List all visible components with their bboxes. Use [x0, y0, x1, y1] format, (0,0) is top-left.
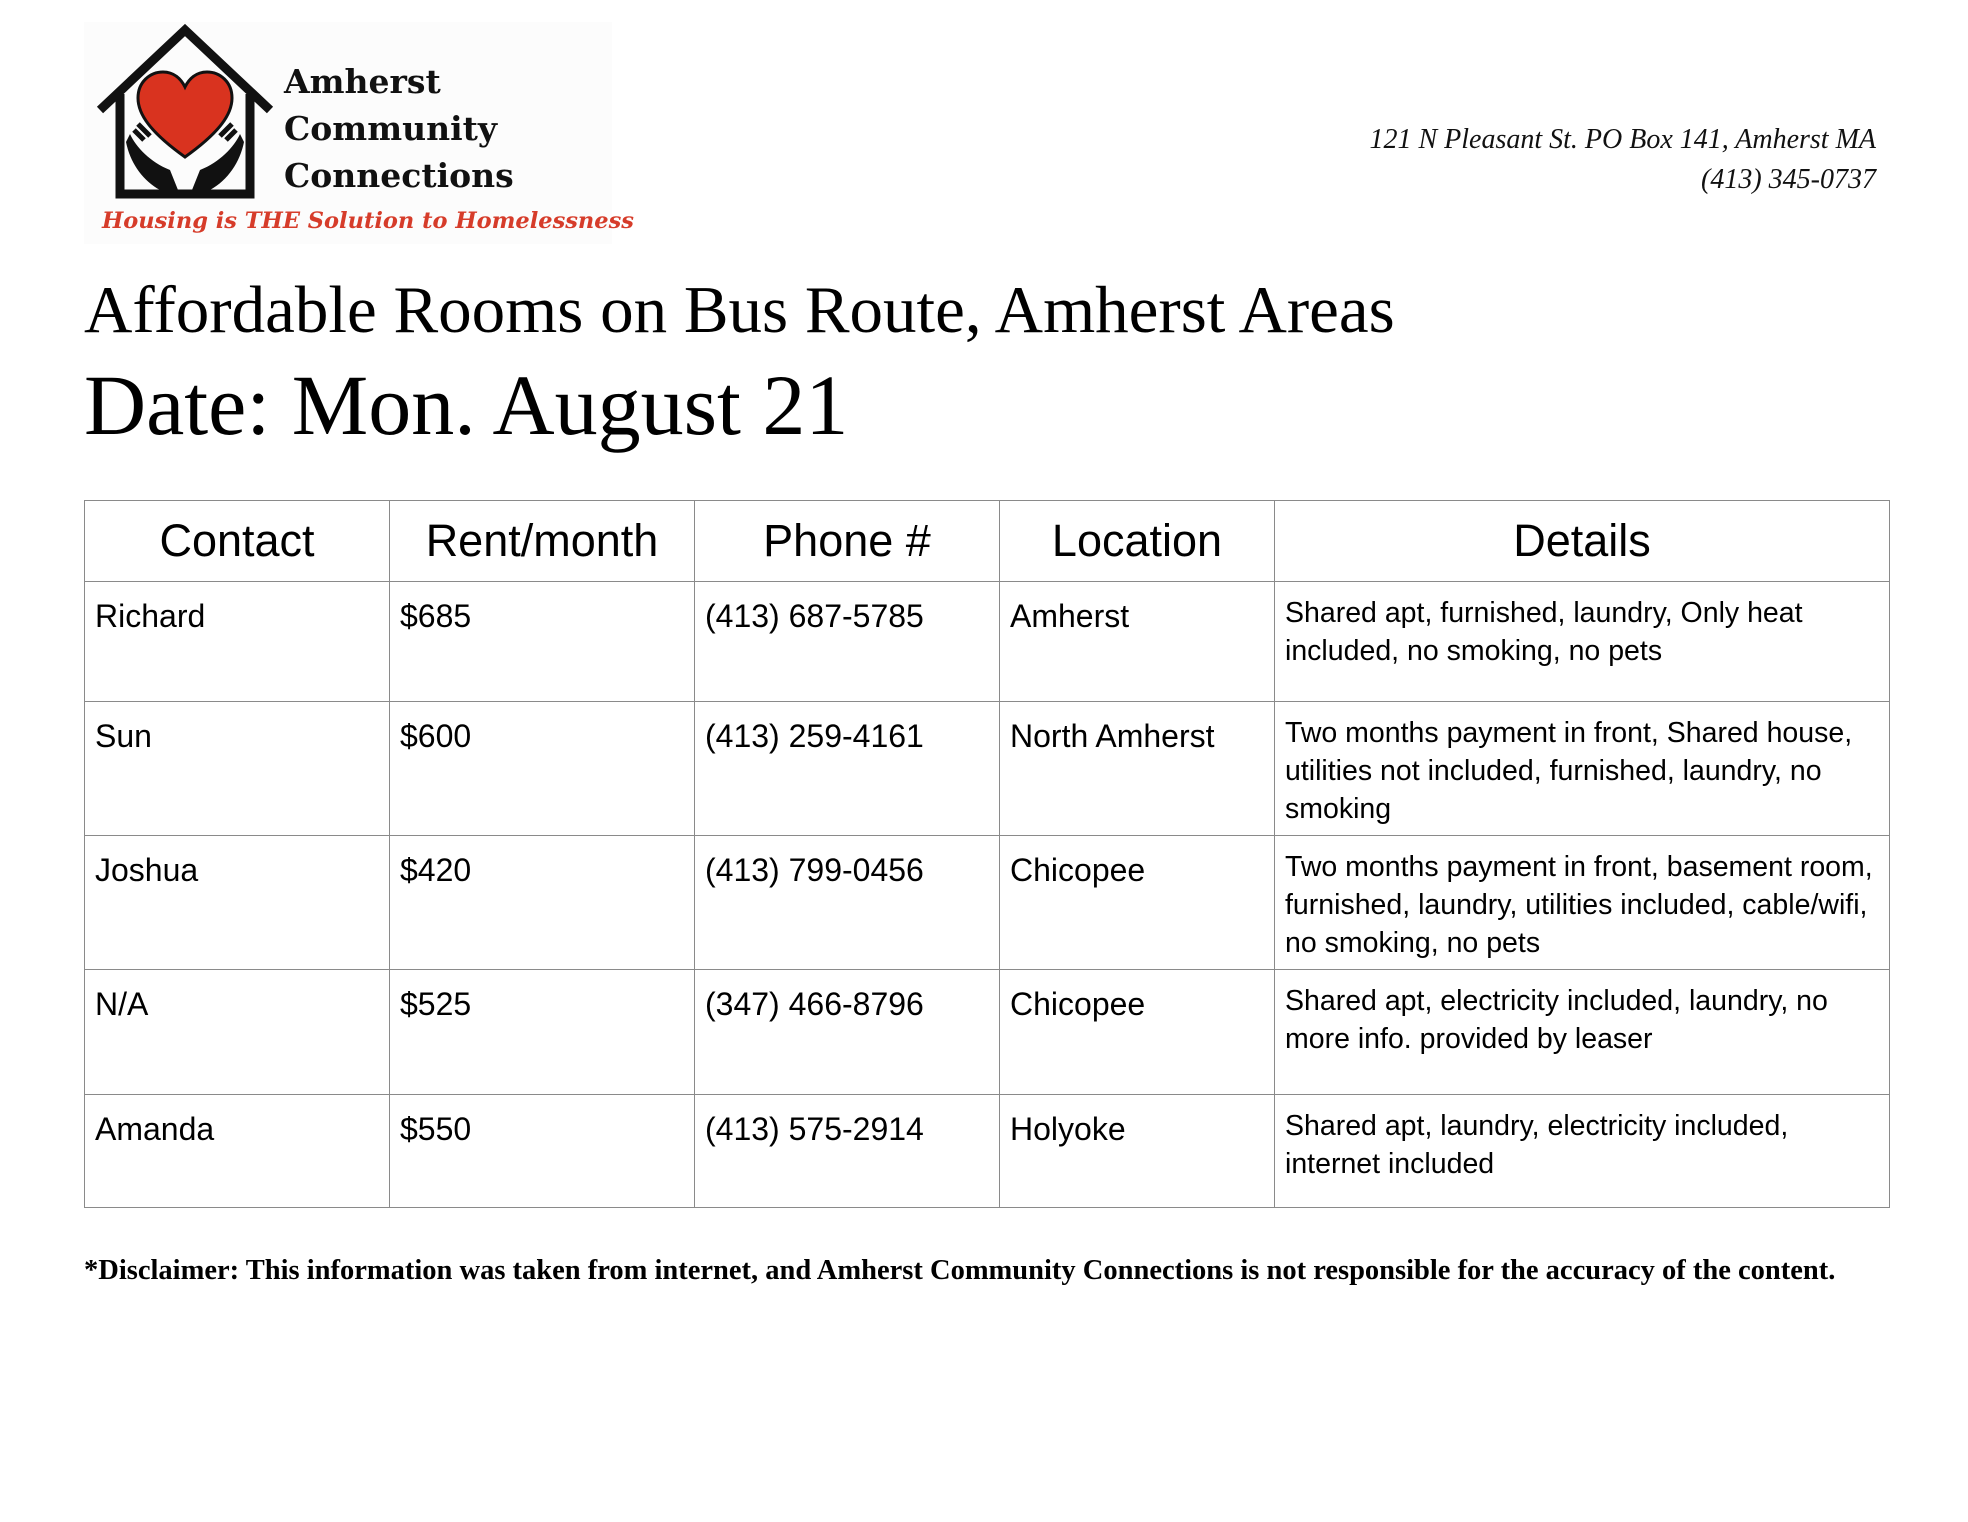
cell-rent: $550 — [390, 1095, 695, 1208]
org-phone: (413) 345-0737 — [1701, 164, 1876, 195]
org-logo — [84, 22, 634, 244]
cell-details: Shared apt, electricity included, laundry, no more info. provided by leaser — [1275, 970, 1890, 1095]
table-row — [85, 1095, 1890, 1208]
cell-details: Two months payment in front, Shared house, utilities not included, furnished, laundry, no smoking — [1275, 702, 1890, 836]
page-date: Date: Mon. August 21 — [84, 357, 849, 453]
cell-contact: N/A — [85, 970, 390, 1095]
cell-location: North Amherst — [1000, 702, 1275, 836]
table-header-row — [85, 501, 1890, 582]
page-title: Affordable Rooms on Bus Route, Amherst Areas — [84, 273, 1395, 347]
disclaimer: *Disclaimer: This information was taken from internet, and Amherst Community Connections is not responsible for the accuracy of the content. — [84, 1255, 1836, 1286]
cell-contact: Richard — [85, 582, 390, 702]
cell-phone: (413) 799-0456 — [695, 836, 1000, 970]
cell-contact: Amanda — [85, 1095, 390, 1208]
cell-phone: (413) 575-2914 — [695, 1095, 1000, 1208]
org-name-line: Connections — [284, 156, 514, 195]
cell-rent: $420 — [390, 836, 695, 970]
org-name-line: Community — [284, 109, 498, 148]
cell-phone: (347) 466-8796 — [695, 970, 1000, 1095]
table-row — [85, 582, 1890, 702]
cell-details: Shared apt, furnished, laundry, Only heat included, no smoking, no pets — [1275, 582, 1890, 702]
cell-details: Shared apt, laundry, electricity included, internet included — [1275, 1095, 1890, 1208]
org-address: 121 N Pleasant St. PO Box 141, Amherst MA — [1369, 124, 1876, 155]
cell-rent: $600 — [390, 702, 695, 836]
house-heart-hands-icon — [90, 22, 280, 202]
org-name-line: Amherst — [284, 62, 441, 101]
cell-contact: Joshua — [85, 836, 390, 970]
org-name — [284, 58, 514, 199]
column-header-rent: Rent/month — [390, 501, 695, 582]
cell-rent: $685 — [390, 582, 695, 702]
table-row — [85, 836, 1890, 970]
table-row — [85, 970, 1890, 1095]
cell-location: Chicopee — [1000, 970, 1275, 1095]
column-header-details: Details — [1275, 501, 1890, 582]
table-row — [85, 702, 1890, 836]
org-contact-block — [1369, 120, 1876, 200]
cell-rent: $525 — [390, 970, 695, 1095]
column-header-location: Location — [1000, 501, 1275, 582]
column-header-phone: Phone # — [695, 501, 1000, 582]
cell-phone: (413) 259-4161 — [695, 702, 1000, 836]
column-header-contact: Contact — [85, 501, 390, 582]
org-tagline: Housing is THE Solution to Homelessness — [102, 208, 634, 234]
cell-details: Two months payment in front, basement room, furnished, laundry, utilities included, cable/wifi, no smoking, no pets — [1275, 836, 1890, 970]
cell-location: Holyoke — [1000, 1095, 1275, 1208]
cell-location: Chicopee — [1000, 836, 1275, 970]
cell-contact: Sun — [85, 702, 390, 836]
cell-phone: (413) 687-5785 — [695, 582, 1000, 702]
rooms-table — [84, 500, 1890, 1208]
cell-location: Amherst — [1000, 582, 1275, 702]
